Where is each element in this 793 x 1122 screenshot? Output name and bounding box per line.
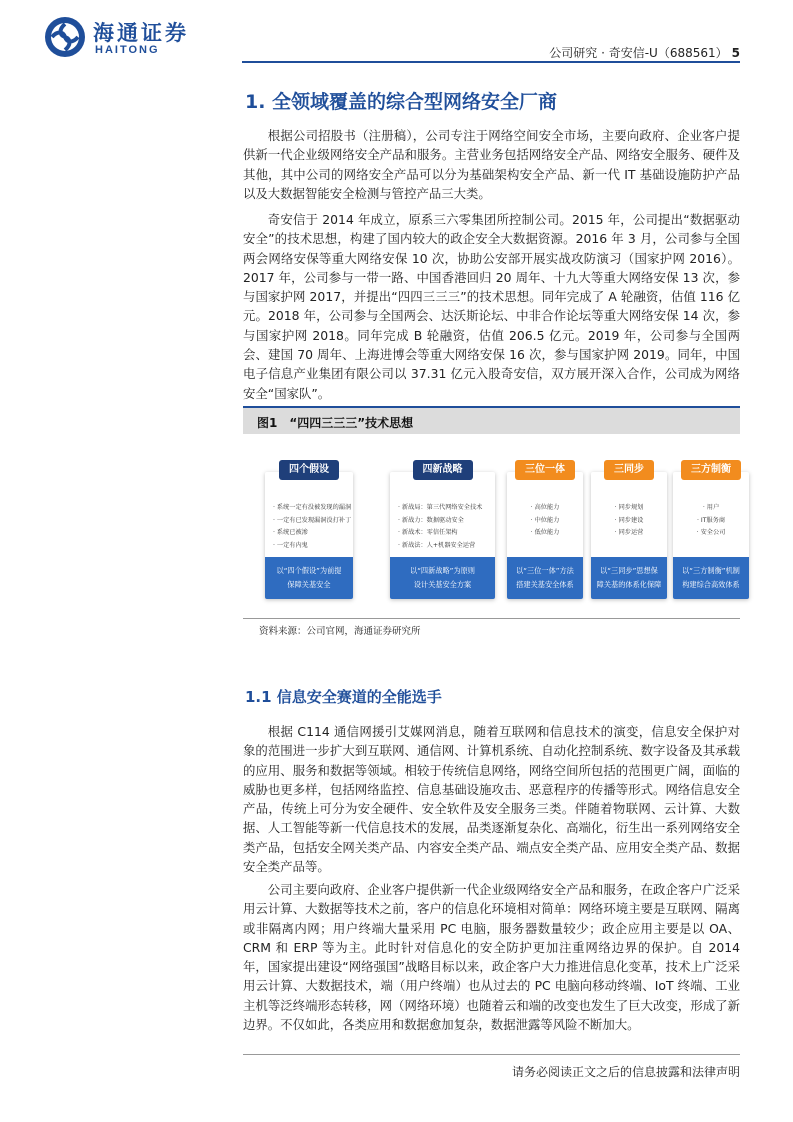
figure-diagram	[255, 455, 740, 605]
figure-column-three-sync	[591, 455, 667, 599]
subsection-title: 1.1 信息安全赛道的全能选手	[245, 688, 442, 706]
figure-column-four-assumptions	[265, 455, 353, 599]
figure-divider	[243, 618, 740, 619]
figure-items: · 用户 · IT服务商 · 安全公司	[696, 504, 726, 536]
report-header-title: 公司研究 · 奇安信-U（688561）	[549, 46, 728, 60]
figure-footer: 以“四个假设”为前提 保障关基安全	[265, 557, 353, 599]
figure-column-trinity	[507, 455, 583, 599]
section-title: 1. 全领域覆盖的综合型网络安全厂商	[245, 91, 558, 113]
figure-items: · 系统一定有没被发现的漏洞 · 一定有已发现漏洞没打补丁 · 系统已被渗 · 一定有内鬼	[273, 504, 352, 549]
footer-divider	[243, 1054, 740, 1055]
subsection-paragraph-1: 根据 C114 通信网援引艾媒网消息，随着互联网和信息技术的演变，信息安全保护对象的范围进一步扩大到互联网、通信网、计算机系统、自动化控制系统、数字设备及其承载的应用、服务和数据等领域。相较于传统信息网络，网络空间所包括的范围更广阔，面临的威胁也更多样，包括网络监控、信息基础设施攻击、恶意程序的传播等形式。网络信息安全产品，传统上可分为安全硬件、安全软件及安全服务三类。伴随着物联网、云计算、大数据、人工智能等新一代信息技术的发展，品类逐渐复杂化、高端化，衍生出一系列网络安全类产品，包括安全网关类产品、内容安全类产品、端点安全类产品、应用安全类产品、数据安全类产品等。	[243, 724, 740, 875]
figure-column-three-checks	[673, 455, 749, 599]
figure-footer: 以“三同步”思想保 障关基的体系化保障	[591, 557, 667, 599]
logo-chinese-text: 海通证券	[93, 20, 189, 45]
figure-title: 图1 “四四三三三”技术思想	[257, 416, 414, 430]
figure-tab: 三同步	[604, 460, 654, 480]
figure-footer: 以“四新战略”为原则 设计关基安全方案	[390, 557, 495, 599]
header-divider	[242, 61, 740, 63]
figure-tab: 四个假设	[279, 460, 339, 480]
figure-source: 资料来源：公司官网，海通证券研究所	[259, 626, 421, 637]
haitong-logo	[43, 15, 193, 63]
figure-caption-bar	[243, 406, 740, 434]
figure-tab: 四新战略	[413, 460, 473, 480]
section-paragraph-1: 根据公司招股书（注册稿），公司专注于网络空间安全市场，主要向政府、企业客户提供新一代企业级网络安全产品和服务。主营业务包括网络安全产品、网络安全服务、硬件及其他，其中公司的网络安全产品可以分为基础架构安全产品、新一代 IT 基础设施防护产品以及大数据智能安全检测与管控产品三大类。	[243, 128, 740, 201]
section-paragraph-2: 奇安信于 2014 年成立，原系三六零集团所控制公司。2015 年，公司提出“数据驱动安全”的技术思想，构建了国内较大的政企安全大数据资源。2016 年 3 月，公司参与全国两会网络安保等重大网络安保 10 次，协助公安部开展实战攻防演习（国家护网 2016）。2017 年，公司参与一带一路、中国香港回归 20 周年、十九大等重大网络安保 13 次，参与国家护网 2017，并提出“四四三三三”的技术思想。同年完成了 A 轮融资，估值 116 亿元。2018 年，公司参与全国两会、达沃斯论坛、中非合作论坛等重大网络安保 14 次，参与国家护网 2018。同年完成 B 轮融资，估值 206.5 亿元。2019 年，公司参与全国两会、建国 70 周年、上海进博会等重大网络安保 16 次，参与国家护网 2019。同年，中国电子信息产业集团有限公司以 37.31 亿元入股奇安信，双方展开深入合作，公司成为网络安全“国家队”。	[243, 212, 740, 401]
haitong-logo-icon	[43, 15, 87, 59]
footer-disclaimer: 请务必阅读正文之后的信息披露和法律声明	[511, 1065, 740, 1079]
page-number: 5	[731, 46, 740, 60]
figure-items: · 高位能力 · 中位能力 · 低位能力	[530, 504, 560, 536]
figure-tab: 三方制衡	[681, 460, 741, 480]
figure-footer: 以“三方制衡”机制 构建综合高效体系	[673, 557, 749, 599]
subsection-paragraph-2: 公司主要向政府、企业客户提供新一代企业级网络安全产品和服务，在政企客户广泛采用云计算、大数据等技术之前，客户的信息化环境相对简单：网络环境主要是互联网、隔离或非隔离内网；用户终端大量采用 PC 电脑，服务器数量较少；政企应用主要是以 OA、CRM 和 ERP 等为主。此时针对信息化的安全防护更加注重网络边界的保护。自 2014 年，国家提出建设“网络强国”战略目标以来，政企客户大力推进信息化变革，技术上广泛采用云计算、大数据技术，端（用户终端）也从过去的 PC 电脑向移动终端、IoT 终端、工业主机等泛终端形态转移，网（网络环境）也随着云和端的改变也发生了巨大改变，形成了新边界。不仅如此，各类应用和数据愈加复杂，数据泄露等风险不断加大。	[243, 882, 740, 1033]
figure-footer: 以“三位一体”方法 搭建关基安全体系	[507, 557, 583, 599]
figure-items: · 同步规划 · 同步建设 · 同步运营	[614, 504, 644, 536]
figure-items: · 新战局：第三代网络安全技术 · 新战力：数据驱动安全 · 新战术：零信任架构 · 新战法：人+机器安全运营	[398, 504, 483, 549]
logo-english-text: HAITONG	[95, 44, 160, 56]
figure-column-four-new-strategies	[390, 455, 495, 599]
figure-tab: 三位一体	[515, 460, 575, 480]
report-header	[549, 44, 740, 61]
